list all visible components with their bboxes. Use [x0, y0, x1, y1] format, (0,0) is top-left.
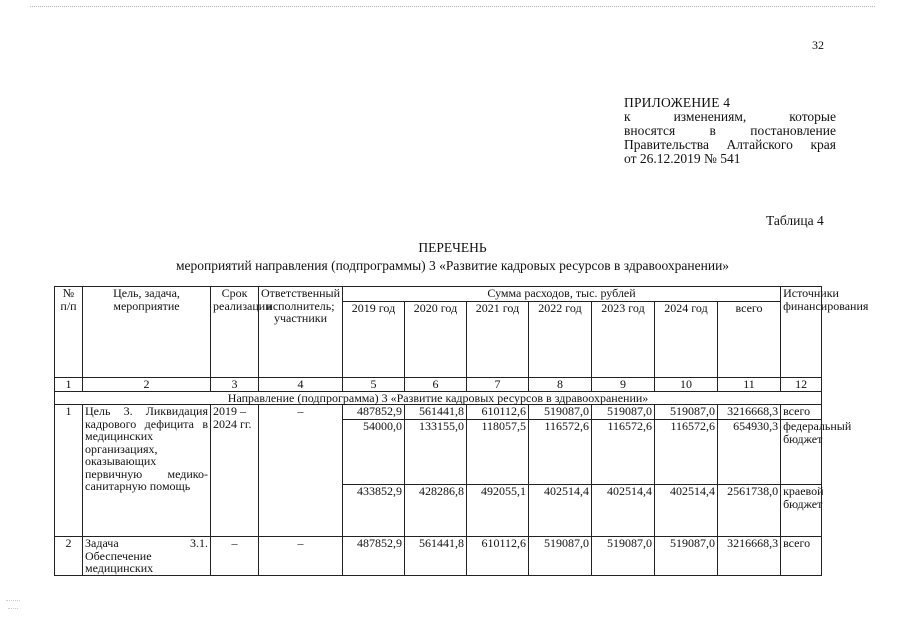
value-cell: 3216668,3: [718, 537, 781, 576]
source-cell: федеральный бюджет: [781, 420, 822, 485]
value-cell: 402514,4: [529, 485, 592, 537]
appendix-block: [624, 96, 836, 166]
col-number: 7: [467, 378, 529, 392]
value-cell: 519087,0: [655, 405, 718, 420]
header-year-2021: 2021 год: [467, 302, 529, 378]
document-subtitle: мероприятий направления (подпрограммы) 3 «Развитие кадровых ресурсов в здравоохранении»: [175, 258, 730, 273]
value-cell: 433852,9: [343, 485, 405, 537]
header-term: Срок реализации: [211, 287, 259, 378]
margin-mark: [8, 608, 18, 609]
col-number: 4: [259, 378, 343, 392]
appendix-title: ПРИЛОЖЕНИЕ 4: [624, 95, 731, 110]
col-number: 2: [83, 378, 211, 392]
col-number: 1: [55, 378, 83, 392]
header-sum: Сумма расходов, тыс. рублей: [343, 287, 781, 302]
value-cell: 116572,6: [592, 420, 655, 485]
value-cell: 402514,4: [655, 485, 718, 537]
col-number: 3: [211, 378, 259, 392]
value-cell: 3216668,3: [718, 405, 781, 420]
appendix-line-3: Правительства Алтайского края: [624, 137, 836, 152]
header-row-1: [55, 287, 822, 302]
measures-table: [54, 286, 869, 576]
appendix-line-2: вносятся в постановление: [624, 123, 836, 138]
value-cell: 561441,8: [405, 537, 467, 576]
table-number: Таблица 4: [766, 213, 824, 228]
column-number-row: [55, 378, 822, 392]
table-row: [55, 405, 822, 420]
value-cell: 54000,0: [343, 420, 405, 485]
header-responsible: Ответственный исполнитель; участники: [259, 287, 343, 378]
row-goal: Цель 3. Ликвидация кадрового дефицита в медицинских организациях, оказывающих первичную медико-санитарную помощь: [83, 405, 211, 537]
appendix-line-1: к изменениям, которые: [624, 109, 836, 124]
appendix-line-4: от 26.12.2019 № 541: [624, 151, 741, 166]
page-number: 32: [812, 38, 824, 52]
value-cell: 116572,6: [529, 420, 592, 485]
header-year-2022: 2022 год: [529, 302, 592, 378]
value-cell: 487852,9: [343, 405, 405, 420]
value-cell: 492055,1: [467, 485, 529, 537]
value-cell: 610112,6: [467, 537, 529, 576]
source-cell: всего: [781, 405, 822, 420]
col-number: 6: [405, 378, 467, 392]
source-cell: краевой бюджет: [781, 485, 822, 537]
value-cell: 519087,0: [655, 537, 718, 576]
value-cell: 402514,4: [592, 485, 655, 537]
row-number: 1: [55, 405, 83, 537]
row-responsible: –: [259, 537, 343, 576]
value-cell: 519087,0: [592, 537, 655, 576]
header-num: № п/п: [55, 287, 83, 378]
row-term: –: [211, 537, 259, 576]
section-row: [55, 391, 822, 405]
col-number: 10: [655, 378, 718, 392]
row-term: 2019 – 2024 гг.: [211, 405, 259, 537]
header-year-2019: 2019 год: [343, 302, 405, 378]
value-cell: 118057,5: [467, 420, 529, 485]
row-goal: Задача 3.1. Обеспечение медицинских: [83, 537, 211, 576]
col-number: 8: [529, 378, 592, 392]
document-title: ПЕРЕЧЕНЬ: [418, 240, 487, 255]
header-source: Источники финансирования: [781, 287, 822, 378]
value-cell: 561441,8: [405, 405, 467, 420]
col-number: 5: [343, 378, 405, 392]
table-row: [55, 537, 822, 576]
value-cell: 519087,0: [529, 405, 592, 420]
header-year-2020: 2020 год: [405, 302, 467, 378]
value-cell: 133155,0: [405, 420, 467, 485]
header-goal: Цель, задача, мероприятие: [83, 287, 211, 378]
value-cell: 654930,3: [718, 420, 781, 485]
col-number: 12: [781, 378, 822, 392]
margin-mark: [6, 600, 20, 601]
value-cell: 428286,8: [405, 485, 467, 537]
value-cell: 519087,0: [592, 405, 655, 420]
value-cell: 116572,6: [655, 420, 718, 485]
col-number: 9: [592, 378, 655, 392]
value-cell: 519087,0: [529, 537, 592, 576]
header-year-2024: 2024 год: [655, 302, 718, 378]
header-total: всего: [718, 302, 781, 378]
row-responsible: –: [259, 405, 343, 537]
header-year-2023: 2023 год: [592, 302, 655, 378]
col-number: 11: [718, 378, 781, 392]
row-number: 2: [55, 537, 83, 576]
value-cell: 487852,9: [343, 537, 405, 576]
section-title: Направление (подпрограмма) 3 «Развитие кадровых ресурсов в здравоохранении»: [55, 391, 822, 405]
source-cell: всего: [781, 537, 822, 576]
value-cell: 2561738,0: [718, 485, 781, 537]
top-border-line: [30, 6, 875, 7]
value-cell: 610112,6: [467, 405, 529, 420]
